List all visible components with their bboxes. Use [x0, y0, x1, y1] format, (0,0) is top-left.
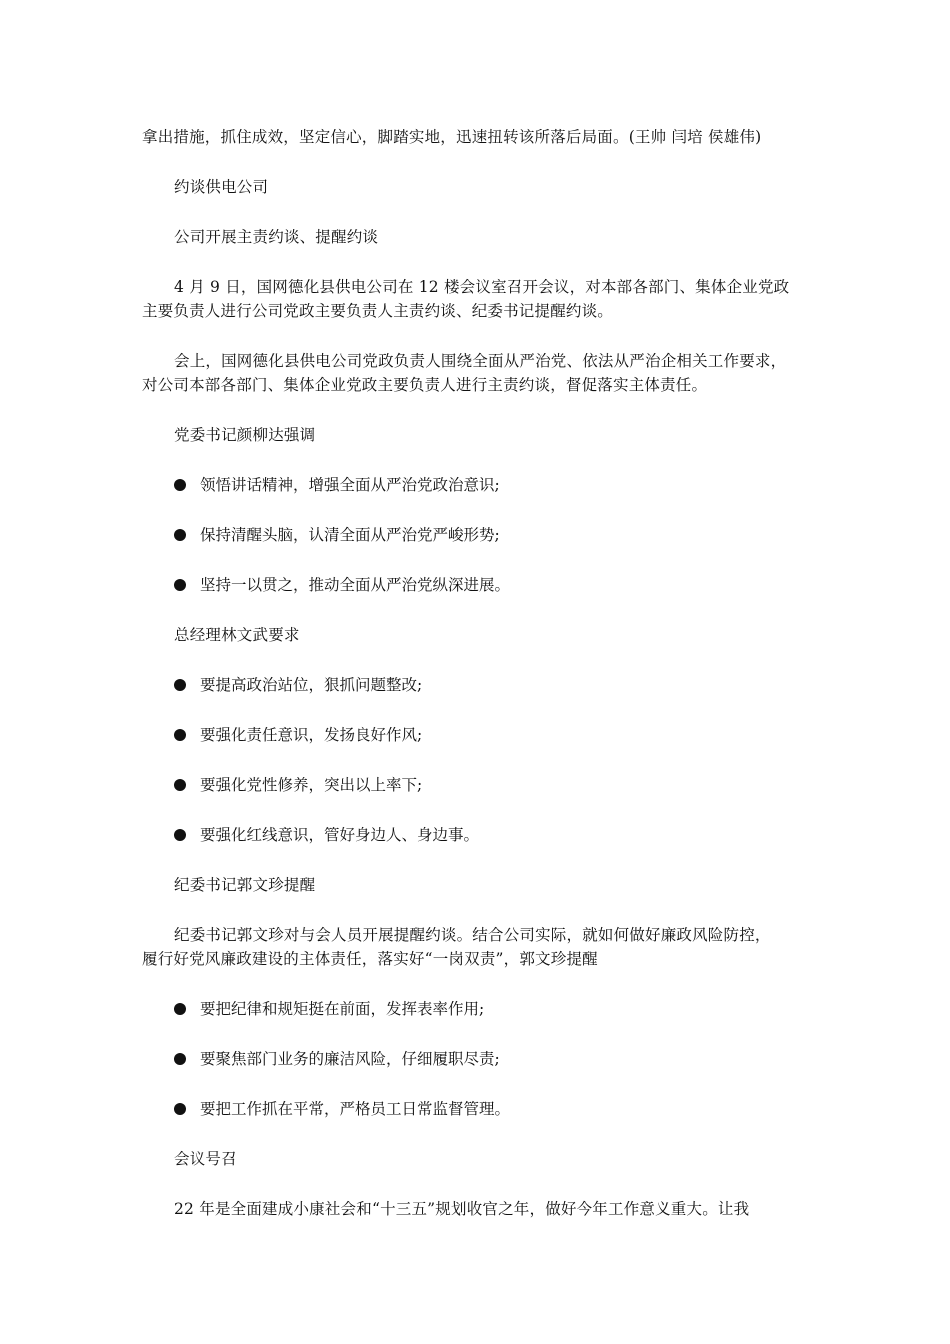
list-item [174, 774, 814, 796]
paragraph-intro-tail: 拿出措施，抓住成效，坚定信心，脚踏实地，迅速扭转该所落后局面。(王帅 闫培 侯雄伟) [142, 128, 762, 146]
paragraph-call-line-1: 22 年是全面建成小康社会和“十三五”规划收官之年，做好今年工作意义重大。让我 [174, 1200, 750, 1218]
list-item-text: 要强化党性修养，突出以上率下; [200, 776, 423, 794]
list-item-text: 要强化红线意识，管好身边人、身边事。 [200, 826, 480, 844]
bullet-icon [174, 479, 186, 491]
heading-manager: 总经理林文武要求 [174, 626, 300, 644]
list-item [174, 674, 814, 696]
paragraph-discipline-line-1: 纪委书记郭文珍对与会人员开展提醒约谈。结合公司实际，就如何做好廉政风险防控， [174, 926, 771, 944]
bullet-icon [174, 529, 186, 541]
bullet-icon [174, 829, 186, 841]
list-item [174, 1048, 814, 1070]
list-item [174, 524, 814, 546]
list-item-text: 要聚焦部门业务的廉洁风险，仔细履职尽责; [200, 1050, 500, 1068]
bullet-icon [174, 679, 186, 691]
list-item-text: 要把纪律和规矩挺在前面，发挥表率作用; [200, 1000, 485, 1018]
bullet-icon [174, 1053, 186, 1065]
paragraph-context-line-2: 对公司本部各部门、集体企业党政主要负责人进行主责约谈，督促落实主体责任。 [142, 376, 708, 394]
heading-call: 会议号召 [174, 1150, 237, 1168]
list-item-text: 领悟讲话精神，增强全面从严治党政治意识; [200, 476, 500, 494]
paragraph-meeting-line-2: 主要负责人进行公司党政主要负责人主责约谈、纪委书记提醒约谈。 [142, 302, 614, 320]
list-item [174, 824, 814, 846]
bullet-icon [174, 729, 186, 741]
heading-subtitle: 公司开展主责约谈、提醒约谈 [174, 228, 379, 246]
paragraph-meeting-line-1: 4 月 9 日，国网德化县供电公司在 12 楼会议室召开会议，对本部各部门、集体企业党政 [174, 278, 790, 296]
list-item-text: 要提高政治站位，狠抓问题整改; [200, 676, 423, 694]
list-item [174, 474, 814, 496]
list-item [174, 998, 814, 1020]
heading-secretary: 党委书记颜柳达强调 [174, 426, 316, 444]
bullet-icon [174, 1003, 186, 1015]
heading-discipline: 纪委书记郭文珍提醒 [174, 876, 316, 894]
list-item-text: 保持清醒头脑，认清全面从严治党严峻形势; [200, 526, 500, 544]
list-item [174, 724, 814, 746]
bullet-icon [174, 579, 186, 591]
heading-company: 约谈供电公司 [174, 178, 269, 196]
list-item-text: 要强化责任意识，发扬良好作风; [200, 726, 423, 744]
bullet-icon [174, 779, 186, 791]
list-item [174, 574, 814, 596]
list-item-text: 要把工作抓在平常，严格员工日常监督管理。 [200, 1100, 511, 1118]
paragraph-discipline-line-2: 履行好党风廉政建设的主体责任，落实好“一岗双责”，郭文珍提醒 [142, 950, 598, 968]
paragraph-context-line-1: 会上，国网德化县供电公司党政负责人围绕全面从严治党、依法从严治企相关工作要求， [174, 352, 787, 370]
list-item-text: 坚持一以贯之，推动全面从严治党纵深进展。 [200, 576, 511, 594]
bullet-icon [174, 1103, 186, 1115]
list-item [174, 1098, 814, 1120]
